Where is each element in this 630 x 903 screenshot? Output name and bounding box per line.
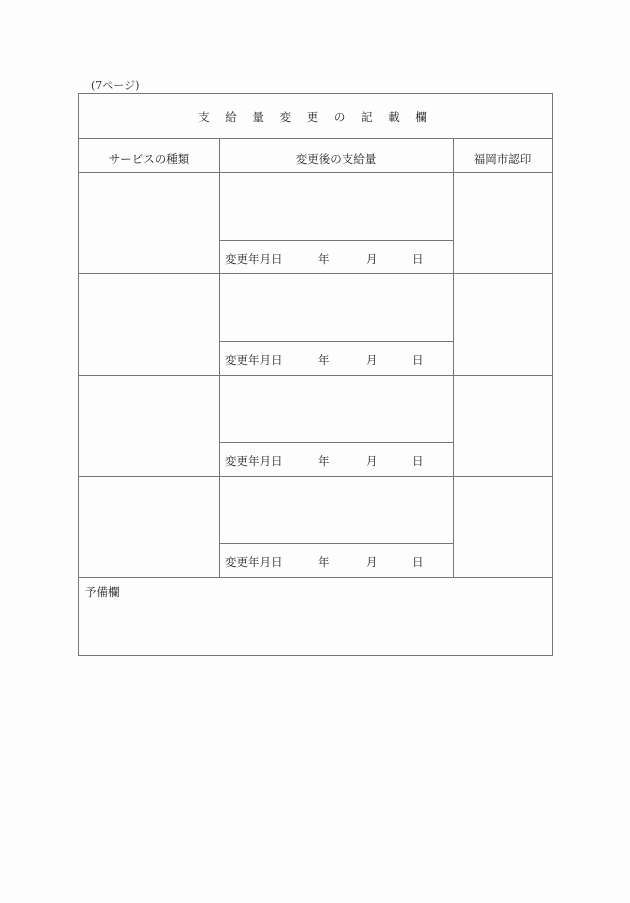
remarks-input[interactable] [79, 600, 552, 655]
change-date-label: 変更年月日 [225, 555, 283, 569]
amount-input[interactable] [220, 173, 453, 240]
seal-box[interactable] [454, 274, 552, 375]
divider [219, 341, 453, 342]
service-input[interactable] [79, 376, 219, 476]
day-label: 日 [412, 454, 424, 468]
header-amount-after-change: 変更後の支給量 [295, 152, 377, 166]
divider [79, 577, 552, 578]
seal-box[interactable] [454, 477, 552, 577]
header-service-type: サービスの種類 [108, 152, 190, 166]
year-label: 年 [318, 555, 330, 569]
service-input[interactable] [79, 173, 219, 273]
change-date-label: 変更年月日 [225, 454, 283, 468]
day-label: 日 [412, 252, 424, 266]
month-label: 月 [366, 353, 378, 367]
amount-input[interactable] [220, 477, 453, 543]
day-label: 日 [412, 353, 424, 367]
year-label: 年 [318, 353, 330, 367]
supply-amount-change-form [78, 93, 553, 656]
change-date-label: 変更年月日 [225, 353, 283, 367]
divider [219, 543, 453, 544]
month-label: 月 [366, 252, 378, 266]
divider [219, 442, 453, 443]
service-input[interactable] [79, 477, 219, 577]
day-label: 日 [412, 555, 424, 569]
form-title: 支 給 量 変 更 の 記 載 欄 [198, 110, 433, 124]
seal-box[interactable] [454, 173, 552, 273]
header-city-seal: 福岡市認印 [473, 152, 532, 166]
remarks-label: 予備欄 [85, 585, 120, 599]
divider [79, 138, 552, 139]
seal-box[interactable] [454, 376, 552, 476]
service-input[interactable] [79, 274, 219, 375]
amount-input[interactable] [220, 274, 453, 341]
amount-input[interactable] [220, 376, 453, 442]
page-label: (7ページ) [91, 79, 140, 92]
year-label: 年 [318, 252, 330, 266]
divider [219, 240, 453, 241]
change-date-label: 変更年月日 [225, 252, 283, 266]
month-label: 月 [366, 454, 378, 468]
year-label: 年 [318, 454, 330, 468]
month-label: 月 [366, 555, 378, 569]
